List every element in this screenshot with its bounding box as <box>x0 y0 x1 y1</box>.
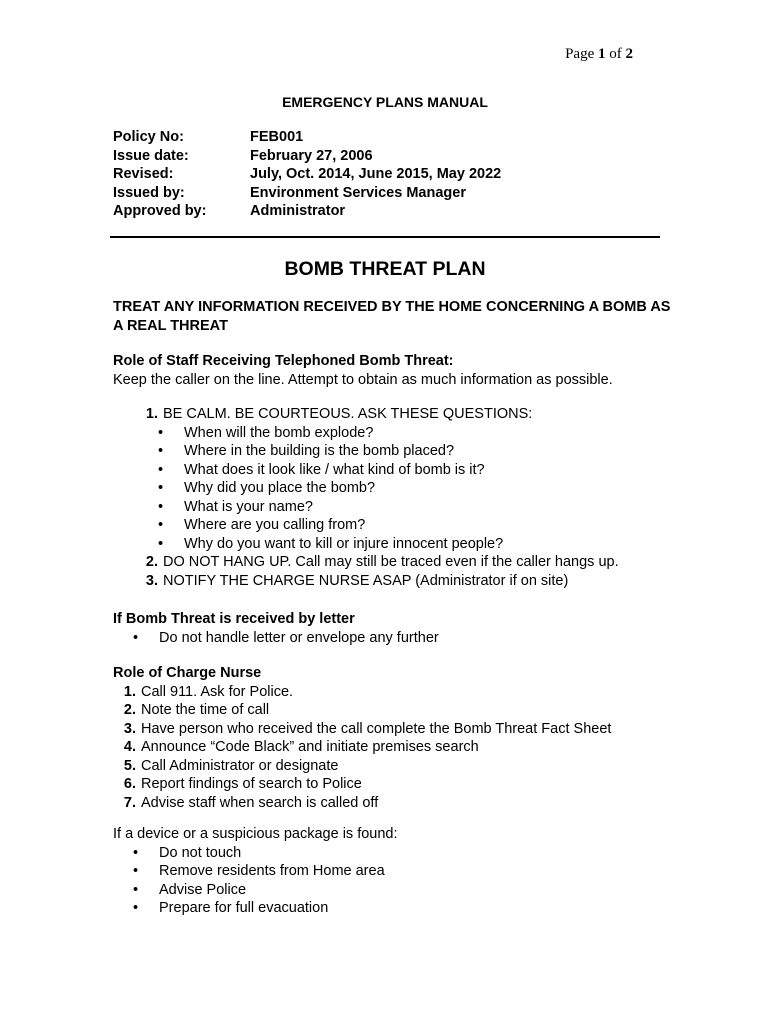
staff-role-section <box>113 352 619 590</box>
section-heading: Role of Charge Nurse <box>113 665 262 681</box>
list-item: 2. DO NOT HANG UP. Call may still be traced even if the caller hangs up. <box>145 554 619 570</box>
warning-text: TREAT ANY INFORMATION RECEIVED BY THE HOME CONCERNING A BOMB AS A REAL THREAT <box>113 299 671 334</box>
list-item: 5. Call Administrator or designate <box>123 757 339 774</box>
list-item: 6. Report findings of search to Police <box>123 776 362 792</box>
section-heading: Role of Staff Receiving Telephoned Bomb Threat: <box>113 353 454 369</box>
list-item: • Why do you want to kill or injure innocent people? <box>158 535 504 552</box>
list-item: 1. BE CALM. BE COURTEOUS. ASK THESE QUESTIONS: <box>145 406 533 422</box>
list-item: 7. Advise staff when search is called off <box>123 794 379 811</box>
list-item: • What is your name? <box>158 498 313 515</box>
divider <box>110 236 660 238</box>
page-number: Page 1 of 2 <box>565 46 633 62</box>
device-section <box>113 825 398 918</box>
question-list <box>113 424 619 554</box>
policy-meta <box>113 128 501 221</box>
meta-row: Policy No: FEB001 <box>113 129 304 145</box>
meta-row: Issue date: February 27, 2006 <box>113 147 373 164</box>
charge-nurse-section <box>113 664 611 812</box>
section-intro: Keep the caller on the line. Attempt to obtain as much information as possible. <box>113 371 613 388</box>
list-item: 4. Announce “Code Black” and initiate premises search <box>123 739 479 755</box>
list-item: • What does it look like / what kind of bomb is it? <box>158 461 485 478</box>
list-item: 1. Call 911. Ask for Police. <box>123 683 294 700</box>
list-item: • Prepare for full evacuation <box>133 900 329 916</box>
list-item: • Where are you calling from? <box>158 517 366 533</box>
manual-title: EMERGENCY PLANS MANUAL <box>282 94 488 110</box>
list-item: • Where in the building is the bomb placed? <box>158 443 455 459</box>
list-item: 2. Note the time of call <box>123 702 270 718</box>
list-item: 3. NOTIFY THE CHARGE NURSE ASAP (Administrator if on site) <box>145 572 569 589</box>
list-item: • Do not touch <box>133 844 242 861</box>
meta-row: Issued by: Environment Services Manager <box>113 184 466 201</box>
section-heading: If a device or a suspicious package is found: <box>113 826 398 842</box>
list-item: • When will the bomb explode? <box>158 424 374 441</box>
plan-title: BOMB THREAT PLAN <box>284 258 486 280</box>
meta-row: Revised: July, Oct. 2014, June 2015, May 2022 <box>113 166 502 182</box>
list-item: • Advise Police <box>133 881 247 898</box>
letter-section <box>113 610 439 647</box>
meta-row: Approved by: Administrator <box>113 203 346 219</box>
list-item: • Do not handle letter or envelope any further <box>133 629 439 646</box>
list-item: • Why did you place the bomb? <box>158 480 376 496</box>
section-heading: If Bomb Threat is received by letter <box>113 611 355 627</box>
list-item: • Remove residents from Home area <box>133 863 385 879</box>
list-item: 3. Have person who received the call complete the Bomb Threat Fact Sheet <box>123 720 612 737</box>
